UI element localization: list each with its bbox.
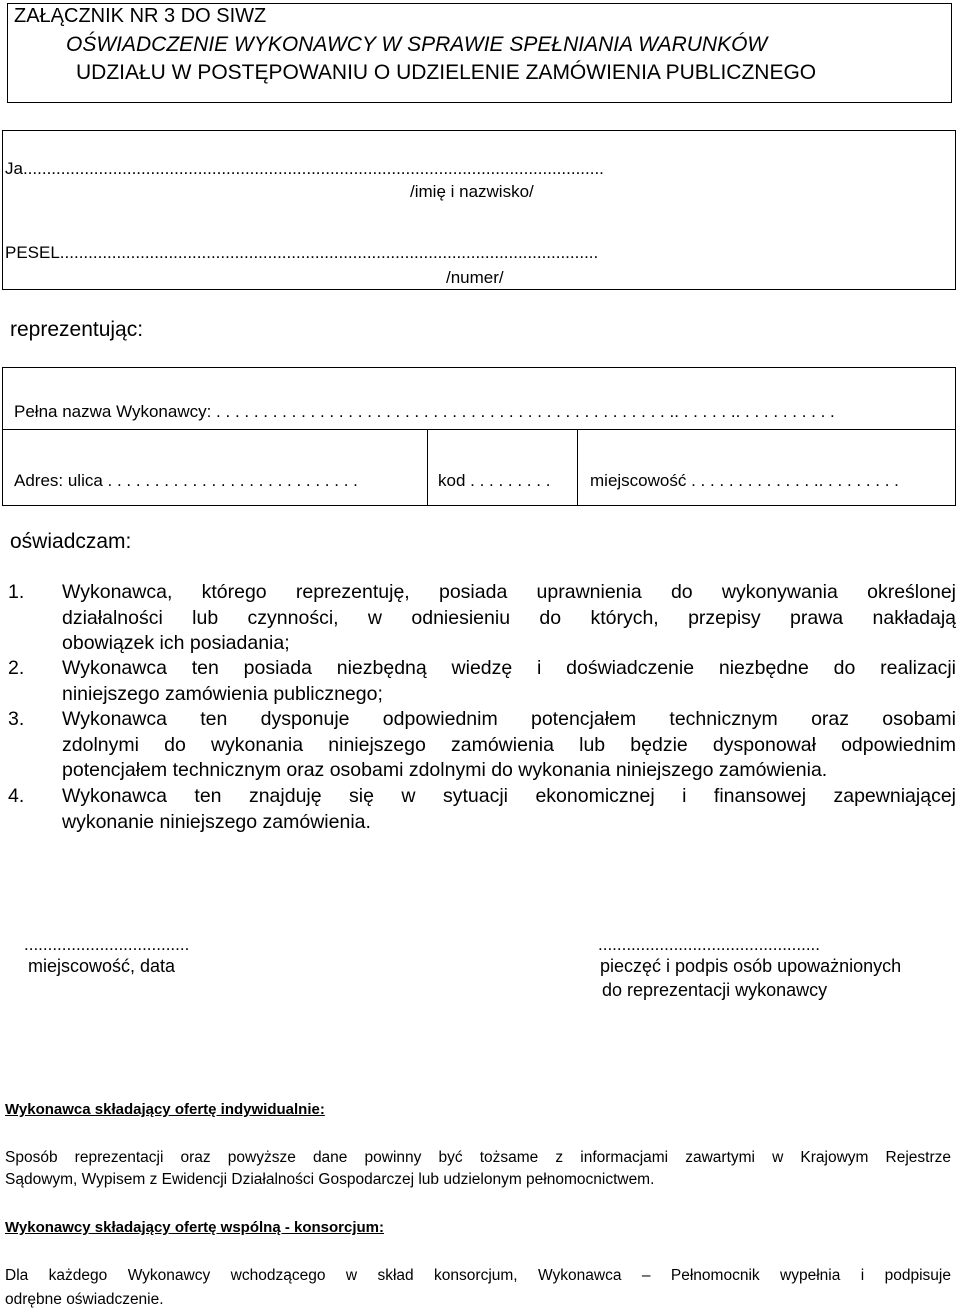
declaration-lead: oświadczam: — [10, 530, 132, 553]
name-hint: /imię i nazwisko/ — [410, 182, 534, 201]
place-date-label: miejscowość, data — [28, 956, 176, 976]
declaration-list — [8, 580, 956, 835]
list-line: obowiązek ich posiadania; — [62, 632, 290, 654]
list-line: Wykonawca ten dysponuje odpowiednim potencjałem technicznym oraz osobami — [62, 708, 956, 730]
list-item — [8, 580, 956, 656]
address-street-field[interactable]: Adres: ulica . . . . . . . . . . . . . . . . . . . . . . . . . . . — [14, 471, 358, 490]
list-item — [8, 707, 956, 784]
list-line: działalności lub czynności, w odniesieniu do których, przepisy prawa nakładają — [62, 606, 956, 629]
list-item — [8, 784, 956, 835]
annex-label: ZAŁĄCZNIK NR 3 DO SIWZ — [14, 5, 267, 27]
list-line: zdolnymi do wykonania niniejszego zamówienia lub będzie dysponował odpowiednim — [62, 733, 956, 756]
list-line: Wykonawca ten posiada niezbędną wiedzę i doświadczenie niezbędne do realizacji — [62, 657, 956, 679]
consortium-offer-heading: Wykonawcy składający ofertę wspólną - konsorcjum: — [5, 1219, 385, 1236]
place-date-dots[interactable]: ................................... — [24, 935, 190, 954]
list-number: 1. — [8, 581, 25, 603]
individual-offer-text-line1: Sposób reprezentacji oraz powyższe dane powinny być tożsame z informacjami zawartymi w Krajowym Rejestrze — [5, 1149, 951, 1166]
document-title-line2: UDZIAŁU W POSTĘPOWANIU O UDZIELENIE ZAMÓWIENIA PUBLICZNEGO — [76, 61, 817, 84]
contractor-full-name-field[interactable]: Pełna nazwa Wykonawcy: . . . . . . . . . . . . . . . . . . . . . . . . . . . . . . . . . . . . . . . . . . . . . . . . .. . . . . . .. . . . . . . . . . . — [14, 402, 835, 421]
list-number: 4. — [8, 785, 25, 807]
consortium-offer-text-line1: Dla każdego Wykonawcy wchodzącego w skład konsorcjum, Wykonawca – Pełnomocnik wypełnia i podpisuje — [5, 1267, 951, 1284]
consortium-offer-text-line2: odrębne oświadczenie. — [5, 1291, 164, 1308]
individual-offer-text-line2: Sądowym, Wypisem z Ewidencji Działalności Gospodarczej lub udzielonym pełnomocnictwem. — [5, 1171, 655, 1188]
ja-field[interactable]: Ja........................................................................................................................... — [5, 159, 604, 178]
contractor-divider — [2, 429, 956, 430]
list-number: 3. — [8, 708, 25, 730]
signature-label-line2: do reprezentacji wykonawcy — [602, 980, 828, 1000]
contractor-vline-1 — [427, 429, 428, 506]
list-line: niniejszego zamówienia publicznego; — [62, 682, 383, 705]
identity-box — [2, 130, 956, 290]
contractor-vline-2 — [577, 429, 578, 506]
pesel-hint: /numer/ — [446, 268, 504, 287]
representing-label: reprezentując: — [10, 318, 144, 341]
list-number: 2. — [8, 657, 25, 679]
list-line: wykonanie niniejszego zamówienia. — [62, 810, 371, 833]
individual-offer-heading: Wykonawca składający ofertę indywidualnie: — [5, 1101, 325, 1118]
pesel-field[interactable]: PESEL.................................................................................................................. — [5, 243, 599, 262]
list-line: potencjałem technicznym oraz osobami zdolnymi do wykonania niniejszego zamówienia. — [62, 759, 828, 781]
address-code-field[interactable]: kod . . . . . . . . . — [438, 471, 551, 490]
document-title-line1: OŚWIADCZENIE WYKONAWCY W SPRAWIE SPEŁNIANIA WARUNKÓW — [66, 33, 768, 56]
list-line: Wykonawca ten znajduję się w sytuacji ekonomicznej i finansowej zapewniającej — [62, 785, 956, 807]
signature-label-line1: pieczęć i podpis osób upoważnionych — [600, 956, 902, 976]
address-city-field[interactable]: miejscowość . . . . . . . . . . . . . .. . . . . . . . . — [590, 471, 899, 490]
list-item — [8, 656, 956, 707]
signature-dots[interactable]: ............................................... — [598, 935, 820, 954]
list-line: Wykonawca, którego reprezentuję, posiada uprawnienia do wykonywania określonej — [62, 581, 956, 603]
